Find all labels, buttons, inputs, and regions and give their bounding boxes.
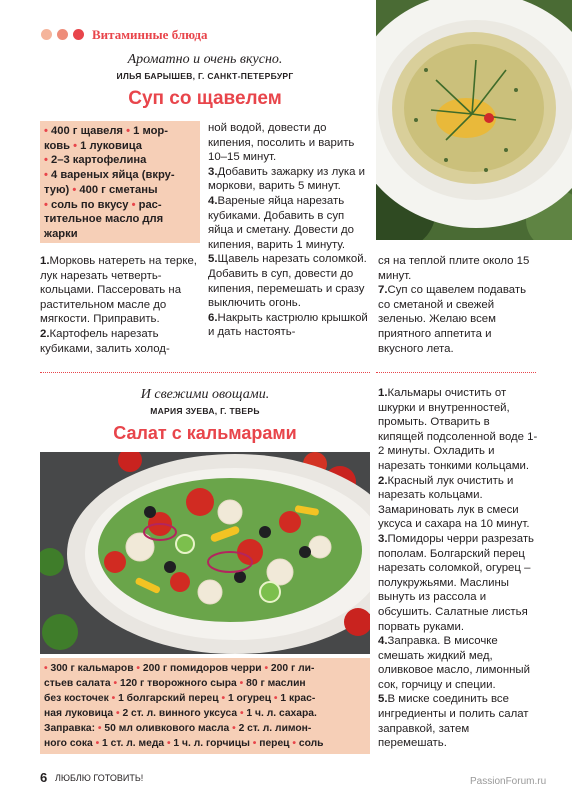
salad-tagline: И свежими овощами. (140, 387, 270, 402)
header-dot-3 (73, 29, 84, 40)
soup-step: 2.Картофель нарезать кубиками, залить холод- (40, 327, 170, 355)
salad-author: МАРИЯ ЗУЕВА, Г. ТВЕРЬ (150, 406, 260, 416)
soup-step: 1.Морковь натереть на терке, лук нарезать четверть-кольцами. Пассеровать на растительном масле до мягкости. Приправить. (40, 255, 197, 326)
header-dot-1 (41, 29, 52, 40)
watermark: PassionForum.ru (470, 776, 547, 787)
soup-steps-col3 (378, 254, 538, 356)
salad-step: 3.Помидоры черри разрезать пополам. Болгарский перец нарезать соломкой, огурец – полукружьями. Маслины вынуть из рассола и обсушить. Салатные листья порвать руками. (378, 532, 534, 633)
soup-ingredient-line: тую) • 400 г сметаны (44, 183, 158, 196)
salad-step: 1.Кальмары очистить от шкурки и внутренностей, промыть. Отварить в кипящей подсоленной воде 1-2 минуты. Охладить и нарезать тонкими кольцами. (378, 387, 538, 472)
salad-ingredient-line: Заправка: • 50 мл оливкового масла • 2 ст. л. лимон- (44, 723, 312, 734)
section-divider-right (376, 372, 536, 373)
section-divider (40, 372, 370, 373)
header-dot-2 (57, 29, 68, 40)
soup-step: 3.Добавить зажарку из лука и моркови, варить 5 минут. (208, 165, 366, 193)
salad-step: 5.В миске соединить все ингредиенты и полить салат заправкой, затем перемешать. (378, 693, 529, 750)
soup-title: Суп со щавелем (128, 88, 282, 109)
salad-steps (378, 386, 538, 751)
soup-ingredient-line: • 400 г щавеля • 1 мор- (44, 125, 168, 137)
soup-steps-col2 (208, 121, 370, 340)
soup-step: ной водой, довести до кипения, посолить и варить 10–15 минут. (208, 122, 355, 164)
salad-ingredient-line: без косточек • 1 болгарский перец • 1 огурец • 1 крас- (44, 693, 316, 704)
soup-ingredient-line: ковь • 1 луковица (44, 139, 142, 152)
soup-step: 6.Накрыть кастрюлю крышкой и дать настоять- (208, 311, 368, 339)
salad-ingredient-line: • 300 г кальмаров • 200 г помидоров черри • 200 г ли- (44, 663, 315, 674)
salad-ingredients (40, 658, 370, 754)
soup-tagline: Ароматно и очень вкусно. (127, 52, 283, 67)
soup-ingredient-line: жарки (44, 227, 78, 240)
soup-ingredient-line: • 4 вареных яйца (вкру- (44, 169, 175, 182)
soup-author: ИЛЬЯ БАРЫШЕВ, Г. САНКТ-ПЕТЕРБУРГ (116, 71, 294, 81)
soup-steps-col1 (40, 254, 200, 356)
soup-ingredient-line: • 2–3 картофелина (44, 154, 147, 167)
soup-ingredients (40, 121, 200, 243)
salad-photo (40, 452, 370, 654)
page-number: 6 (40, 770, 48, 785)
soup-step: ся на теплой плите около 15 минут. (378, 255, 530, 282)
soup-photo (376, 0, 572, 240)
section-label: Витаминные блюда (92, 27, 208, 42)
soup-step: 7.Суп со щавелем подавать со сметаной и свежей зеленью. Желаю всем приятного аппетита и вкусного лета. (378, 284, 527, 355)
salad-step: 2.Красный лук очистить и нарезать кольцами. Замариновать лук в смеси уксуса и сахара на 10 минут. (378, 474, 530, 531)
soup-step: 5.Щавель нарезать соломкой. Добавить в суп, довести до кипения, перемешать и сразу выключить огонь. (208, 253, 367, 310)
soup-ingredient-line: тительное масло для (44, 213, 164, 226)
salad-ingredient-line: стьев салата • 120 г творожного сыра • 80 г маслин (44, 678, 306, 689)
magazine-name: ЛЮБЛЮ ГОТОВИТЬ! (55, 773, 144, 783)
salad-ingredient-line: ная луковица • 2 ст. л. винного уксуса • 1 ч. л. сахара. (44, 708, 317, 719)
salad-ingredient-line: ного сока • 1 ст. л. меда • 1 ч. л. горчицы • перец • соль (44, 738, 324, 749)
soup-step: 4.Вареные яйца нарезать кубиками. Добавить в суп яйца и сметану. Довести до кипения, варить 1 минуту. (208, 194, 355, 251)
salad-title: Салат с кальмарами (113, 423, 297, 443)
salad-step: 4.Заправка. В мисочке смешать жидкий мед, оливковое масло, лимонный сок, горчицу и специи. (378, 635, 530, 691)
soup-ingredient-line: • соль по вкусу • рас- (44, 198, 162, 211)
